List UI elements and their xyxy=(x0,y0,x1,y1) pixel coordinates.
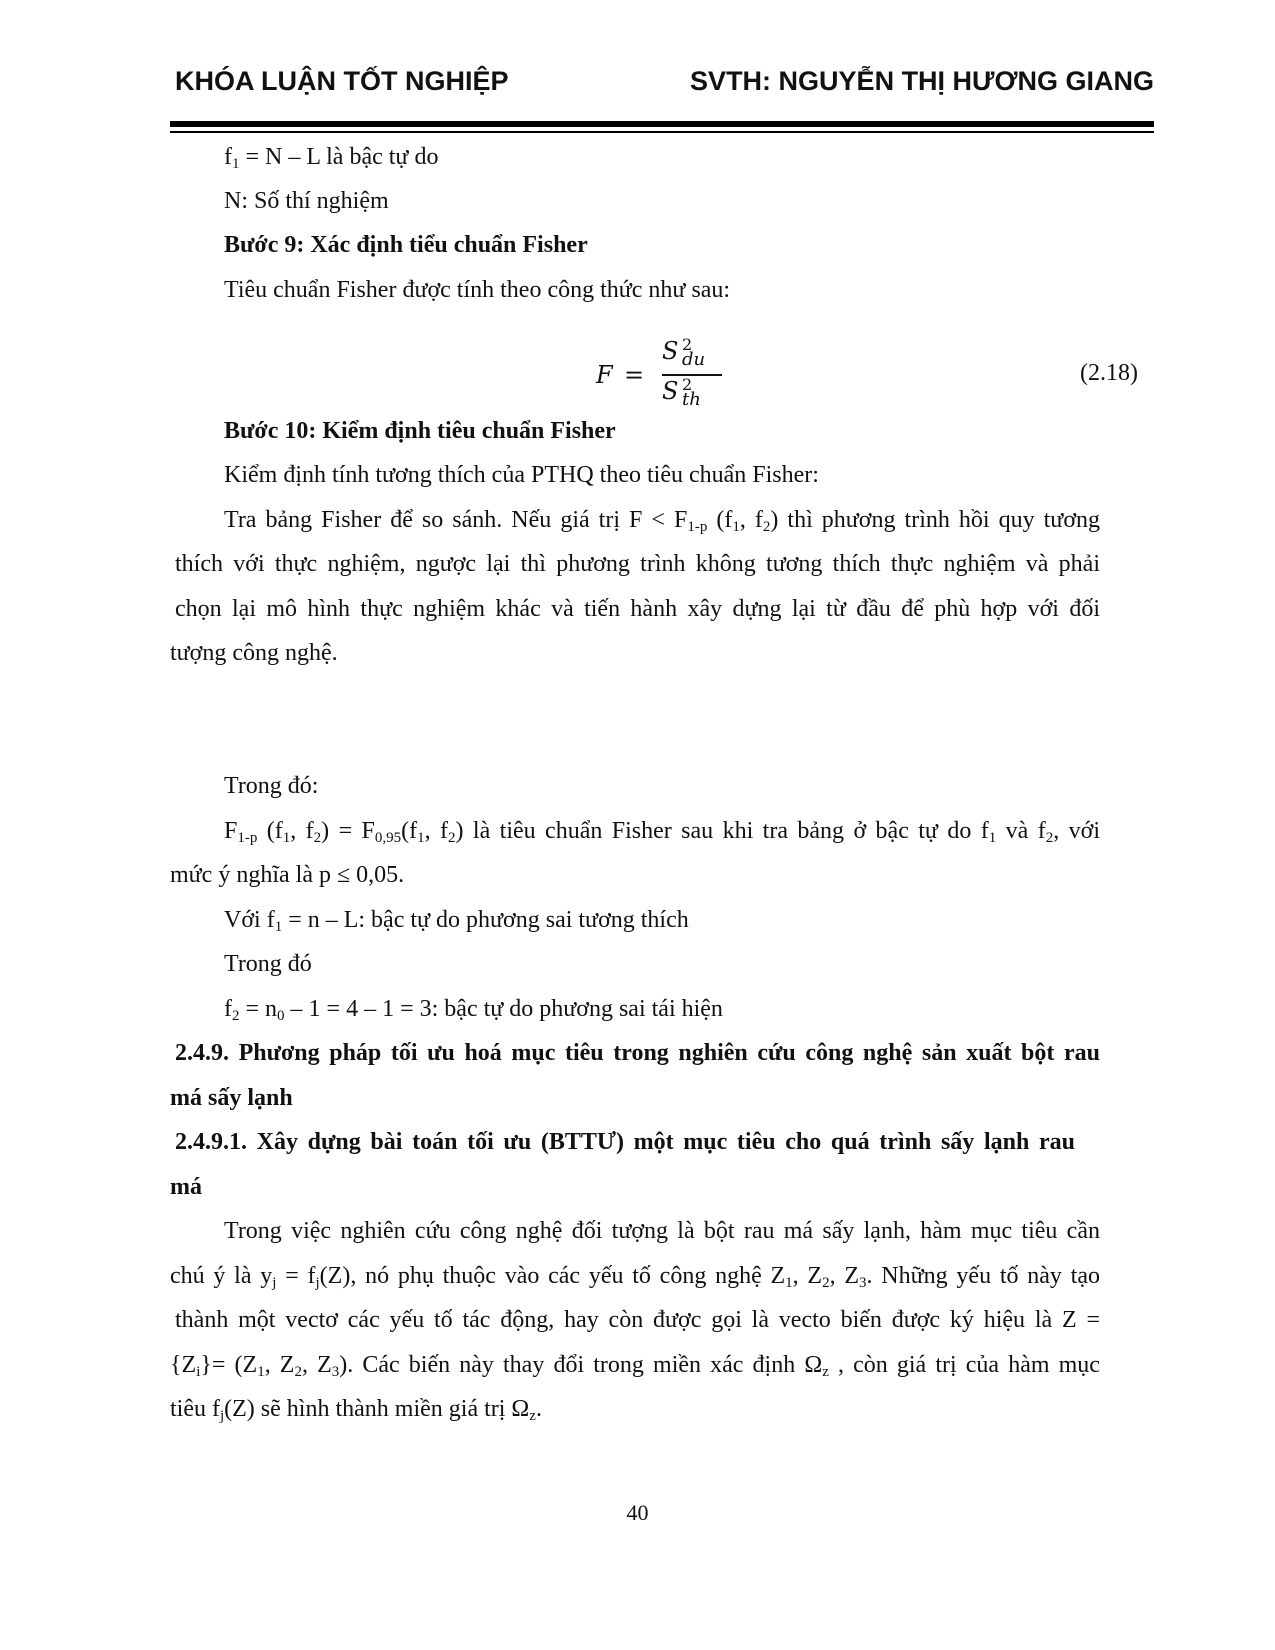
para2-line2: mức ý nghĩa là p ≤ 0,05. xyxy=(170,862,405,888)
trong-do-1: Trong đó: xyxy=(224,773,319,799)
step9-text: Tiêu chuẩn Fisher được tính theo công thức như sau: xyxy=(224,277,731,303)
equation-number: (2.18) xyxy=(1080,360,1138,386)
header-author: SVTH: NGUYỄN THỊ HƯƠNG GIANG xyxy=(690,66,1154,96)
para1-line4: tượng công nghệ. xyxy=(170,640,338,666)
formula-den-sub: th xyxy=(682,389,701,410)
voi-f1-line: Với $f_1 = n - L$: bậc tự do phương sai tương thích xyxy=(224,907,689,935)
section-2-4-9-1-heading-line1: 2.4.9.1. Xây dựng bài toán tối ưu (BTTƯ) một mục tiêu cho quá trình sấy lạnh rau xyxy=(175,1129,1075,1155)
para3-line5: tiêu $f_j(Z)$ sẽ hình thành miền giá trị $\Omega_z$. xyxy=(170,1396,542,1424)
header-rule-thick xyxy=(170,121,1154,127)
para1-line3: chọn lại mô hình thực nghiệm khác và tiến hành xây dựng lại từ đầu để phù hợp với đối xyxy=(175,596,1100,622)
step10-heading: Bước 10: Kiểm định tiêu chuẩn Fisher xyxy=(224,418,616,444)
formula-num-sup: 2 xyxy=(682,335,693,354)
f2-definition: $f_2 = n_0 - 1 = 4 - 1 = 3$: bậc tự do phương sai tái hiện xyxy=(224,996,723,1024)
para3-line1: Trong việc nghiên cứu công nghệ đối tượng là bột rau má sấy lạnh, hàm mục tiêu cần xyxy=(224,1218,1100,1244)
step9-heading: Bước 9: Xác định tiểu chuẩn Fisher xyxy=(224,232,588,258)
formula-num-sub: du xyxy=(682,349,706,370)
formula-numerator: S xyxy=(662,337,679,365)
para1-line1: Tra bảng Fisher để so sánh. Nếu giá trị $F < F_{1-p}$ ($f_1$, $f_2$) thì phương trình hồi quy tương xyxy=(224,507,1101,535)
section-2-4-9-1-heading-line2: má xyxy=(170,1174,202,1200)
fisher-formula xyxy=(596,337,756,417)
step10-text: Kiểm định tính tương thích của PTHQ theo tiêu chuẩn Fisher: xyxy=(224,462,819,488)
page-number: 40 xyxy=(626,1500,649,1525)
para3-line3: thành một vectơ các yếu tố tác động, hay còn được gọi là vecto biến được ký hiệu là Z = xyxy=(175,1307,1100,1333)
para3-line2: chú ý là $y_j = f_j(Z)$, nó phụ thuộc vào các yếu tố công nghệ $Z_1$, $Z_2$, $Z_3$. Những yếu tố này tạo xyxy=(170,1263,1100,1291)
section-2-4-9-heading-line2: má sấy lạnh xyxy=(170,1085,293,1111)
header-thesis-title: KHÓA LUẬN TỐT NGHIỆP xyxy=(175,66,509,96)
para1-line2: thích với thực nghiệm, ngược lại thì phương trình không tương thích thực nghiệm và phải xyxy=(175,551,1100,577)
f1-definition: $f_1 = N - L$ là bậc tự do xyxy=(224,144,439,172)
formula-den-sup: 2 xyxy=(682,375,693,394)
page-header xyxy=(175,66,1154,106)
para3-line4: $\{Z_i\}= (Z_1$, $Z_2$, $Z_3$). Các biến này thay đổi trong miền xác định $\Omega_z$ , còn giá trị của hàm mục xyxy=(170,1352,1100,1380)
para2-line1: $F_{1-p}$ ($f_1$, $f_2) = F_{0,95}(f_1$, $f_2$) là tiêu chuẩn Fisher sau khi tra bảng ở bậc tự do $f_1$ và $f_2$, với xyxy=(224,818,1100,846)
header-rule-thin xyxy=(170,131,1154,133)
formula-denominator: S xyxy=(662,377,679,405)
formula-lhs: F xyxy=(596,361,613,389)
trong-do-2: Trong đó xyxy=(224,951,312,977)
n-definition: N: Số thí nghiệm xyxy=(224,188,389,214)
section-2-4-9-heading-line1: 2.4.9. Phương pháp tối ưu hoá mục tiêu trong nghiên cứu công nghệ sản xuất bột rau xyxy=(175,1040,1100,1066)
formula-equals: = xyxy=(624,361,645,389)
